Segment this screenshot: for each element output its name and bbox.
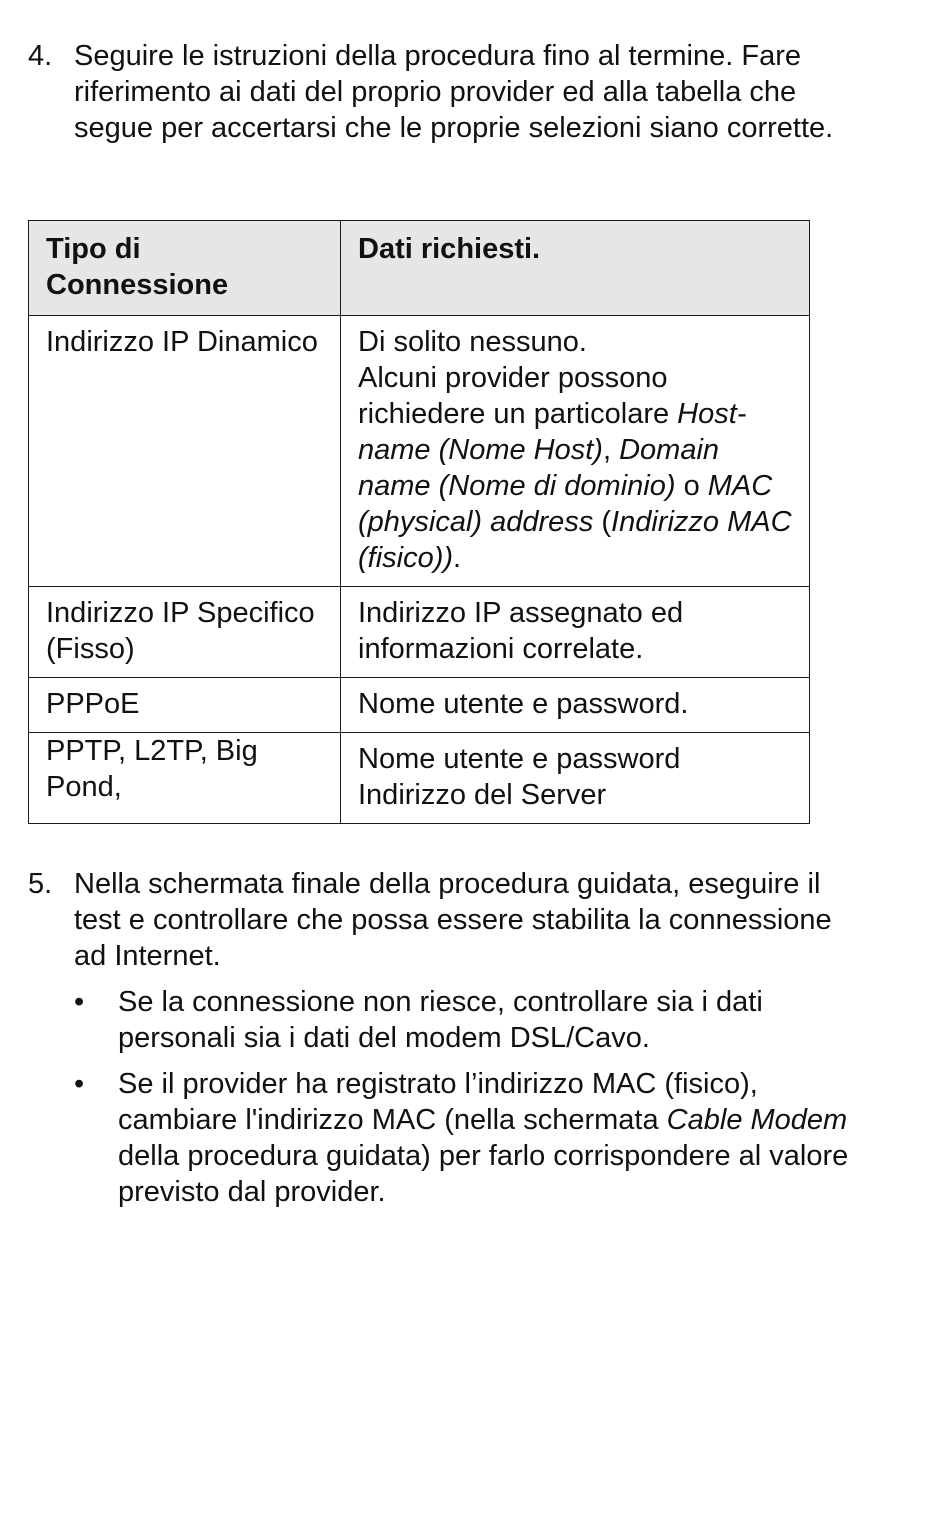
header-required-data: Dati richiesti. — [341, 221, 810, 316]
cell-line: Nome utente e password — [358, 743, 681, 775]
step-4 — [28, 38, 868, 146]
table-header-row — [29, 221, 810, 316]
cell-text: , — [602, 434, 620, 466]
cell-line: Di solito nessuno. — [358, 326, 587, 358]
cell-text: o — [675, 470, 708, 502]
header-connection-type: Tipo di Connessione — [29, 221, 341, 316]
cell-text: . — [453, 542, 462, 574]
cell-italic-domain: Domain name (Nome di dominio) — [358, 434, 720, 502]
cell-italic-mac: MAC (physical) address — [358, 470, 773, 538]
cell-connection-type: PPTP, L2TP, Big Pond, — [29, 733, 341, 824]
step-4-number: 4. — [28, 40, 53, 72]
cell-connection-type: Indirizzo IP Specifico (Fisso) — [29, 587, 341, 678]
cell-text: Alcuni provider possono richiedere un particolare — [358, 362, 678, 430]
cell-connection-type: Indirizzo IP Dinamico — [29, 316, 341, 587]
bullet-icon: • — [74, 986, 85, 1018]
cell-required-data — [341, 316, 810, 587]
step-5-bullet-list — [28, 984, 868, 1210]
table-row — [29, 587, 810, 678]
cell-line: Indirizzo del Server — [358, 779, 607, 811]
cell-required-data: Indirizzo IP assegnato ed informazioni correlate. — [341, 587, 810, 678]
table-row — [29, 678, 810, 733]
cell-italic-mac-it: Indirizzo MAC (fisico)) — [358, 506, 792, 574]
bullet-text: della procedura guidata) per farlo corrispondere al valore previsto dal provider. — [118, 1140, 849, 1208]
list-item — [28, 984, 868, 1056]
cell-required-data: Nome utente e password. — [341, 678, 810, 733]
cell-italic-hostname: Host-name (Nome Host) — [358, 398, 747, 466]
connection-types-table — [28, 220, 810, 824]
bullet-text: Se il provider ha registrato l’indirizzo MAC (fisico), cambiare l'indirizzo MAC (nella schermata — [118, 1068, 758, 1136]
step-5 — [28, 866, 868, 1220]
bullet-italic-cable-modem: Cable Modem — [666, 1104, 848, 1136]
step-5-text: Nella schermata finale della procedura guidata, eseguire il test e controllare che possa essere stabilita la connessione ad Internet. — [74, 868, 832, 972]
bullet-text: Se la connessione non riesce, controllare sia i dati personali sia i dati del modem DSL/Cavo. — [118, 986, 763, 1054]
table-row — [29, 316, 810, 587]
step-5-number: 5. — [28, 868, 53, 900]
bullet-icon: • — [74, 1068, 85, 1100]
cell-text: ( — [593, 506, 612, 538]
step-4-text: Seguire le istruzioni della procedura fino al termine. Fare riferimento ai dati del proprio provider ed alla tabella che segue per accertarsi che le proprie selezioni siano corrette. — [74, 40, 834, 144]
cell-required-data — [341, 733, 810, 824]
table-row — [29, 733, 810, 824]
cell-connection-type: PPPoE — [29, 678, 341, 733]
list-item — [28, 1066, 868, 1210]
